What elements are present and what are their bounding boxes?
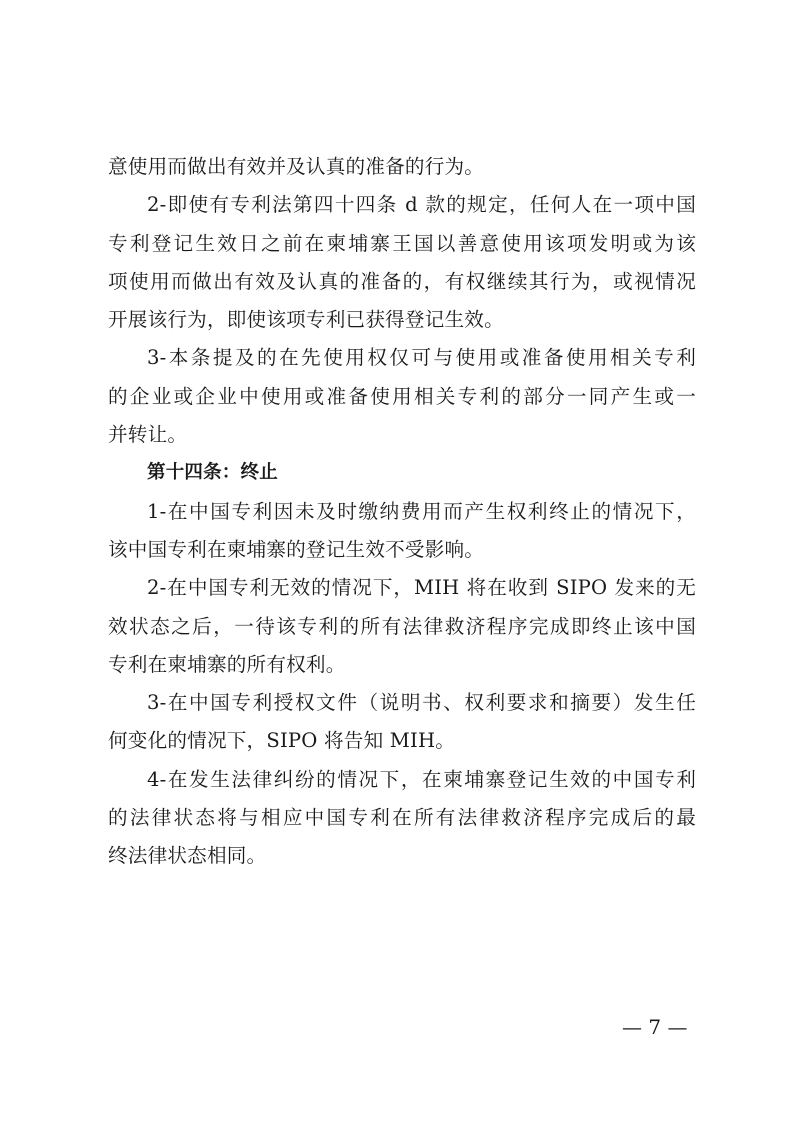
paragraph-line: 终法律状态相同。 (108, 844, 267, 868)
paragraph-line: 2-在中国专利无效的情况下，MIH 将在收到 SIPO 发来的无 (147, 576, 696, 600)
page-number: — 7 — (622, 1015, 688, 1039)
paragraph-line: 效状态之后，一待该专利的所有法律救济程序完成即终止该中国 (108, 614, 696, 638)
paragraph-line: 开展该行为，即使该项专利已获得登记生效。 (108, 308, 504, 332)
paragraph-line: 该中国专利在柬埔寨的登记生效不受影响。 (108, 537, 485, 561)
paragraph-line: 并转让。 (108, 423, 188, 447)
paragraph-line: 专利在柬埔寨的所有权利。 (108, 652, 346, 676)
paragraph-line: 专利登记生效日之前在柬埔寨王国以善意使用该项发明或为该 (108, 231, 696, 255)
article-heading: 第十四条：终止 (147, 462, 278, 484)
paragraph-line: 何变化的情况下，SIPO 将告知 MIH。 (108, 729, 456, 753)
paragraph-line: 的企业或企业中使用或准备使用相关专利的部分一同产生或一 (108, 384, 696, 408)
paragraph-line: 意使用而做出有效并及认真的准备的行为。 (108, 155, 485, 178)
paragraph-line: 2-即使有专利法第四十四条 d 款的规定，任何人在一项中国 (147, 193, 696, 217)
paragraph-line: 的法律状态将与相应中国专利在所有法律救济程序完成后的最 (108, 806, 696, 830)
paragraph-line: 3-本条提及的在先使用权仅可与使用或准备使用相关专利 (147, 346, 696, 370)
paragraph-line: 项使用而做出有效及认真的准备的，有权继续其行为，或视情况 (108, 269, 696, 293)
paragraph-line: 4-在发生法律纠纷的情况下，在柬埔寨登记生效的中国专利 (147, 767, 696, 791)
document-body (108, 148, 696, 876)
paragraph-line: 3-在中国专利授权文件（说明书、权利要求和摘要）发生任 (147, 691, 696, 715)
paragraph-line: 1-在中国专利因未及时缴纳费用而产生权利终止的情况下， (147, 499, 696, 523)
